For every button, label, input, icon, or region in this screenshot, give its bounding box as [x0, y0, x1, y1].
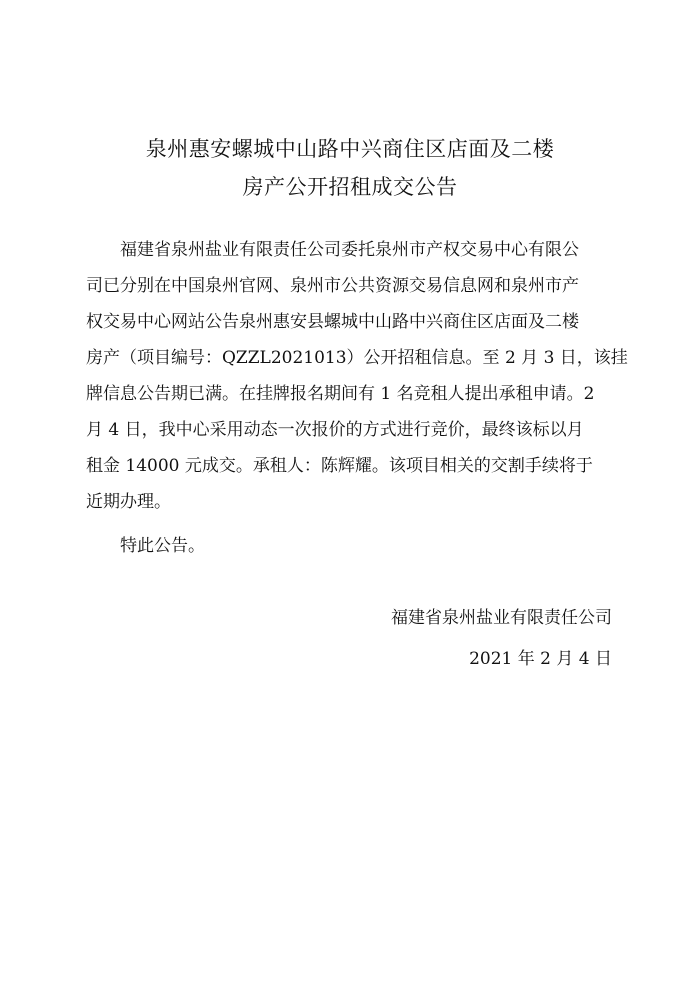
signature-organization: 福建省泉州盐业有限责任公司 [391, 608, 612, 628]
closing-statement: 特此公告。 [120, 536, 205, 556]
signature-date: 2021 年 2 月 4 日 [469, 649, 612, 669]
paragraph-line: 福建省泉州盐业有限责任公司委托泉州市产权交易中心有限公 [120, 240, 579, 260]
paragraph-line: 租金 14000 元成交。承租人：陈辉耀。该项目相关的交割手续将于 [86, 456, 593, 476]
paragraph-line: 司已分别在中国泉州官网、泉州市公共资源交易信息网和泉州市产 [86, 276, 579, 296]
title-line-1: 泉州惠安螺城中山路中兴商住区店面及二楼 [145, 137, 555, 161]
title-line-2: 房产公开招租成交公告 [242, 175, 458, 199]
paragraph-line: 月 4 日，我中心采用动态一次报价的方式进行竞价，最终该标以月 [86, 420, 584, 440]
paragraph-line: 权交易中心网站公告泉州惠安县螺城中山路中兴商住区店面及二楼 [86, 312, 579, 332]
paragraph-line: 牌信息公告期已满。在挂牌报名期间有 1 名竞租人提出承租申请。2 [86, 384, 595, 404]
paragraph-line: 近期办理。 [86, 492, 171, 512]
paragraph-line: 房产（项目编号：QZZL2021013）公开招租信息。至 2 月 3 日，该挂 [86, 348, 628, 368]
